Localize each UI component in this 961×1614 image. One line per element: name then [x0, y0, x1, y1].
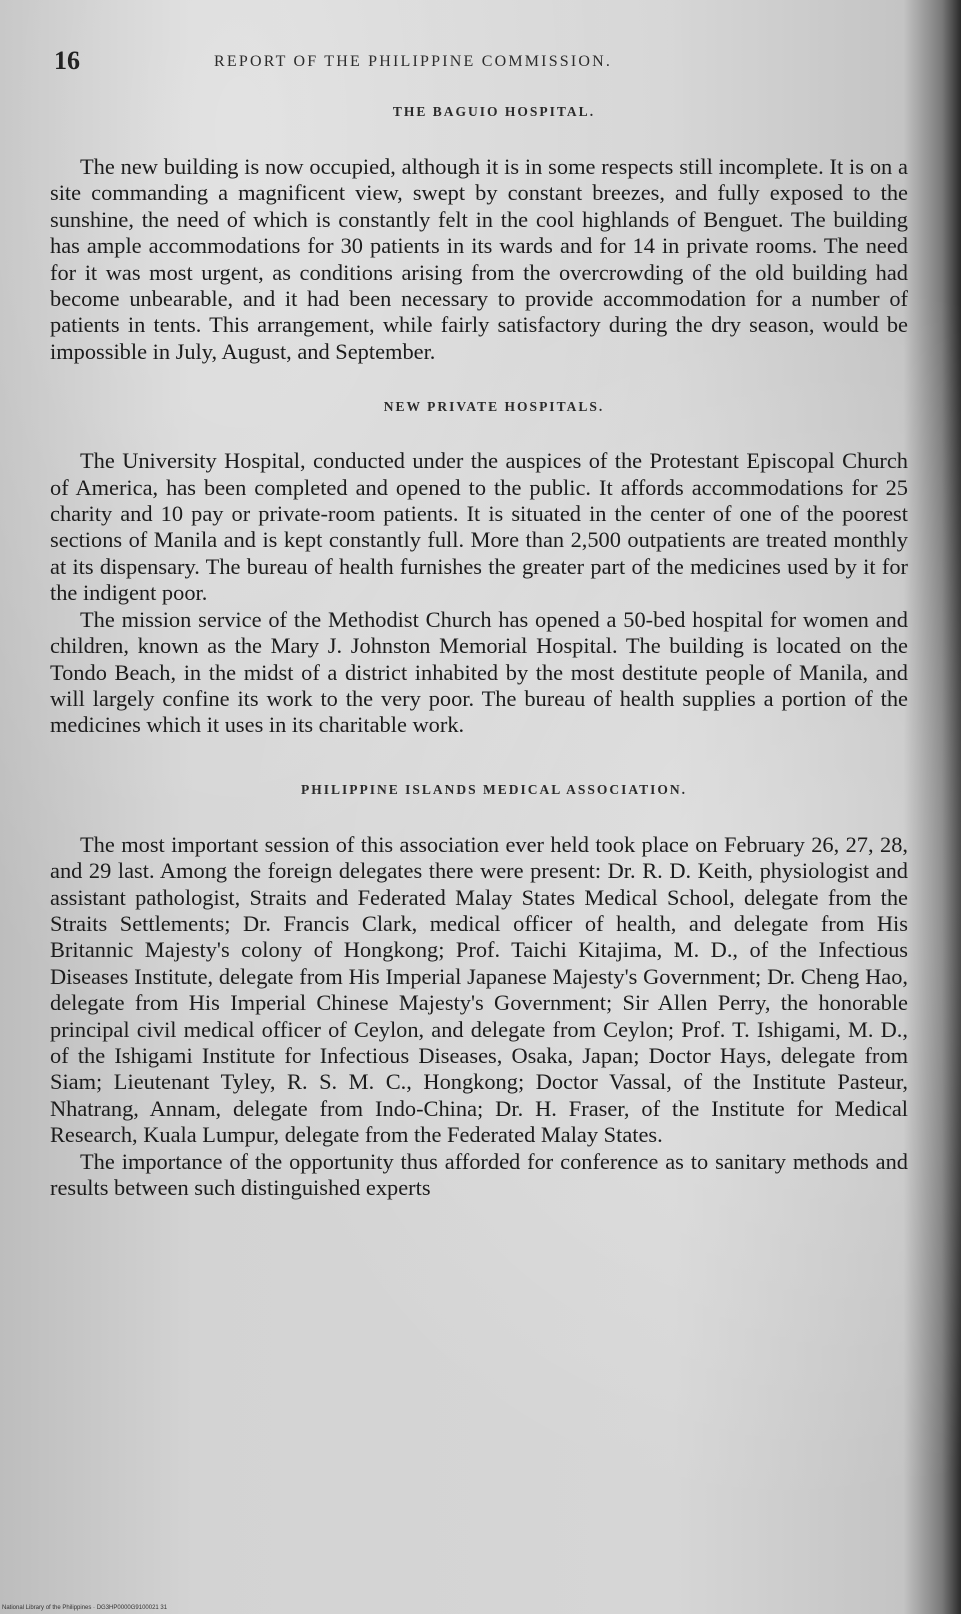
section-heading-medical-association: PHILIPPINE ISLANDS MEDICAL ASSOCIATION. [300, 781, 688, 797]
page-number: 16 [54, 46, 80, 75]
running-head-title: REPORT OF THE PHILIPPINE COMMISSION. [214, 53, 613, 70]
page-body [50, 104, 908, 1201]
section-heading-baguio-hospital: THE BAGUIO HOSPITAL. [392, 104, 596, 119]
paragraph-baguio-hospital: The new building is now occupied, although it is in some respects still incomplete. It is on a site commanding a magnificent view, swept by constant breezes, and fully exposed to the sunshine, the need of which is constantly felt in the cool highlands of Benguet. The building has ample accommodations for 30 patients in its wards and for 14 in private rooms. The need for it was most urgent, as conditions arising from the overcrowding of the old building had become unbearable, and it had been necessary to provide accommodation for a number of patients in tents. This arrangement, while fairly satisfactory during the dry season, would be impossible in July, August, and September. [50, 154, 908, 364]
section-heading-new-private-hospitals: NEW PRIVATE HOSPITALS. [383, 399, 605, 415]
running-head [54, 46, 904, 76]
scan-footer-note: National Library of the Philippines · DG3HP0000G9100021 31 [2, 1605, 168, 1611]
paragraph-association-session: The most important session of this association ever held took place on February 26, 27, 28, and 29 last. Among the foreign delegates there were present: Dr. R. D. Keith, physiologist and assistant pathologist, Straits and Federated Malay States Medical School, delegate from the Straits Settlements; Dr. Francis Clark, medical officer of health, and delegate from His Britannic Majesty's colony of Hongkong; Prof. Taichi Kitajima, M. D., of the Infectious Diseases Institute, delegate from His Imperial Japanese Majesty's Government; Dr. Cheng Hao, delegate from His Imperial Chinese Majesty's Government; Sir Allen Perry, the honorable principal civil medical officer of Ceylon, and delegate from Ceylon; Prof. T. Ishigami, M. D., of the Ishigami Institute for Infectious Diseases, Osaka, Japan; Doctor Hays, delegate from Siam; Lieutenant Tyley, R. S. M. C., Hongkong; Doctor Vassal, of the Institute Pasteur, Nhatrang, Annam, delegate from Indo-China; Dr. H. Fraser, of the Institute for Medical Research, Kuala Lumpur, delegate from the Federated Malay States. [50, 831, 908, 1148]
paragraph-methodist-hospital: The mission service of the Methodist Church has opened a 50-bed hospital for women and children, known as the Mary J. Johnston Memorial Hospital. The building is located on the Tondo Beach, in the midst of a district inhabited by the most destitute people of Manila, and will largely confine its work to the very poor. The bureau of health supplies a portion of the medicines which it uses in its charitable work. [50, 606, 908, 738]
paragraph-conference-importance: The importance of the opportunity thus afforded for conference as to sanitary methods and results between such distinguished experts [50, 1148, 908, 1200]
paragraph-university-hospital: The University Hospital, conducted under the auspices of the Protestant Episcopal Church of America, has been completed and opened to the public. It affords accommodations for 25 charity and 10 pay or private-room patients. It is situated in the center of one of the poorest sections of Manila and is kept constantly full. More than 2,500 outpatients are treated monthly at its dispensary. The bureau of health furnishes the greater part of the medicines used by it for the indigent poor. [50, 448, 908, 606]
